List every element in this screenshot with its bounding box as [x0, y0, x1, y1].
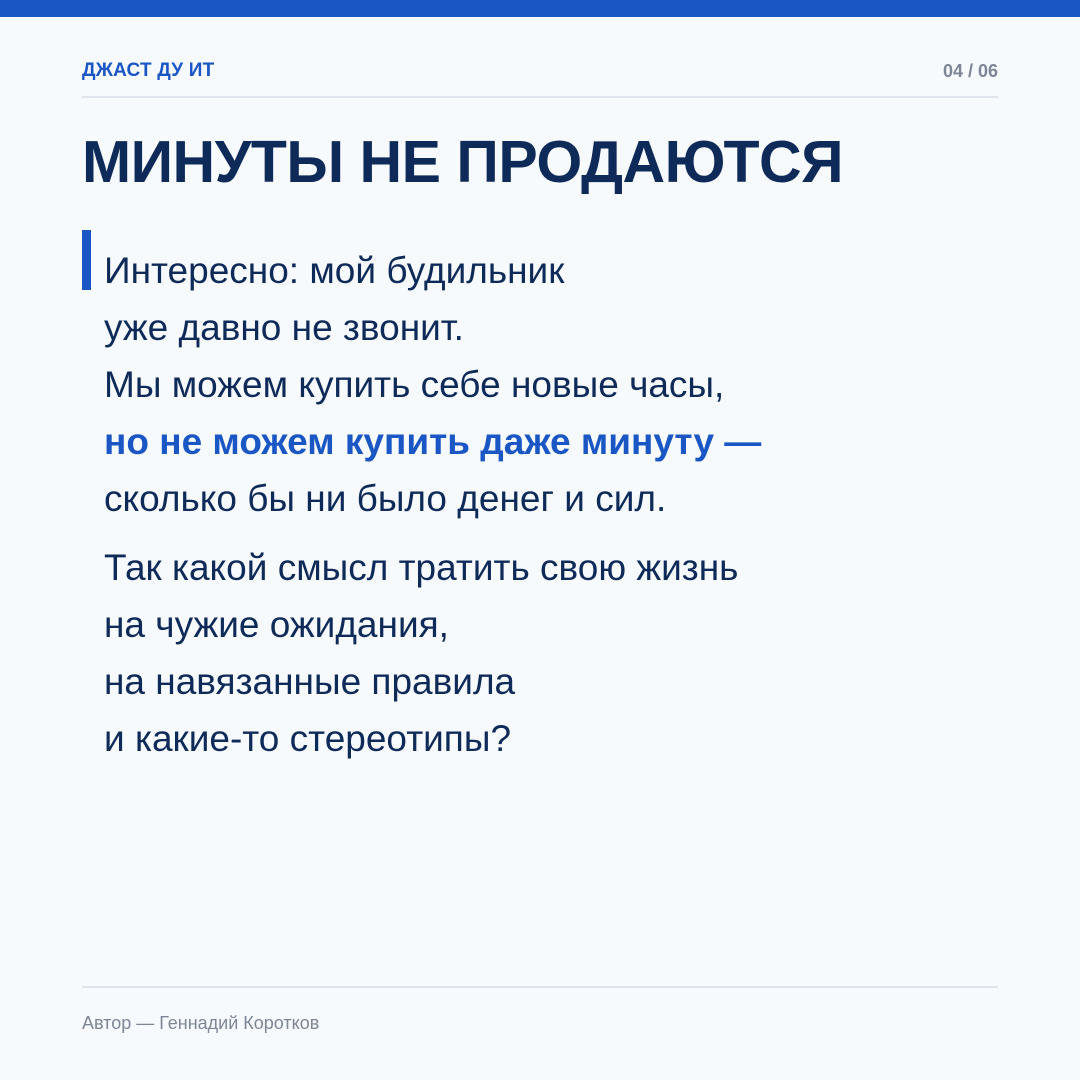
paragraph-gap: [104, 527, 1004, 539]
body-line: и какие-то стереотипы?: [104, 718, 512, 759]
body-line: на навязанные правила: [104, 661, 516, 702]
body-text: [104, 242, 1004, 767]
quote-accent-bar: [82, 230, 91, 290]
body-line: Так какой смысл тратить свою жизнь: [104, 547, 739, 588]
author-credit: Автор — Геннадий Коротков: [82, 1013, 320, 1033]
body-line: сколько бы ни было денег и сил.: [104, 478, 667, 519]
body-line-emphasis: но не можем купить даже минуту —: [104, 421, 762, 462]
footer-divider: [82, 986, 998, 988]
body-line: на чужие ожидания,: [104, 604, 449, 645]
body-line: уже давно не звонит.: [104, 307, 464, 348]
body-line: Мы можем купить себе новые часы,: [104, 364, 725, 405]
body-line: Интересно: мой будильник: [104, 250, 565, 291]
page-title: МИНУТЫ НЕ ПРОДАЮТСЯ: [82, 129, 844, 195]
header-divider: [82, 96, 998, 98]
top-accent-bar: [0, 0, 1080, 17]
page-counter: 04 / 06: [942, 61, 998, 81]
brand-name: ДЖАСТ ДУ ИТ: [82, 60, 215, 81]
header: [82, 59, 998, 83]
